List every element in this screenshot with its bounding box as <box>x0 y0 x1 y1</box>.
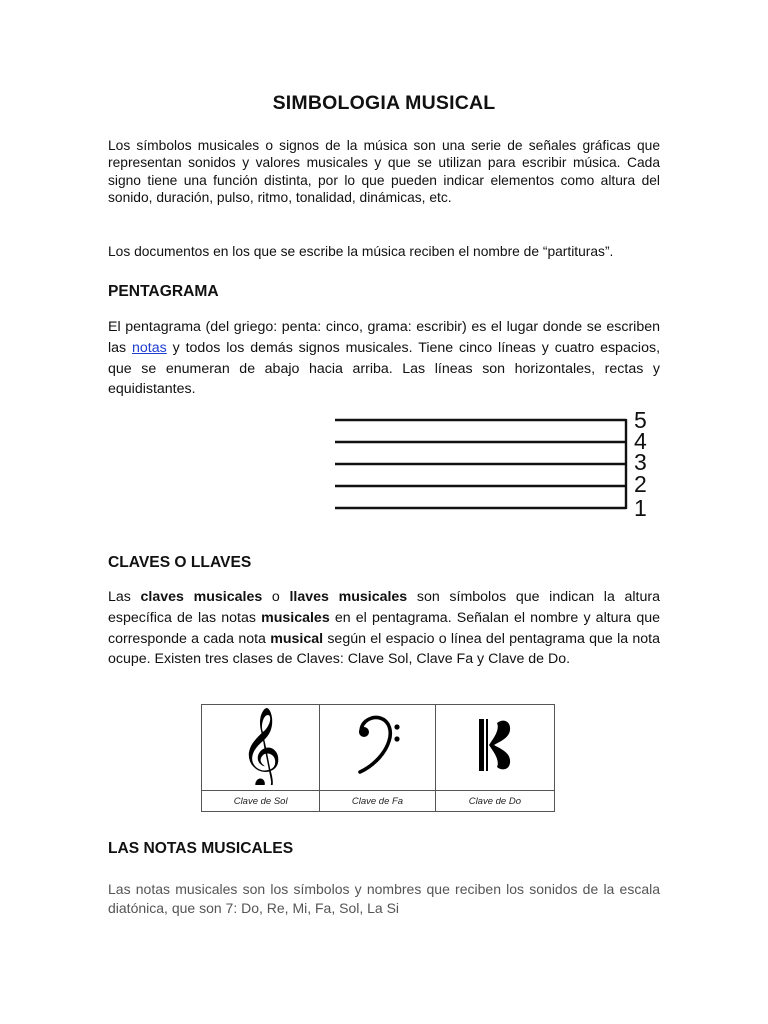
treble-clef-cell <box>202 705 320 791</box>
claves-text: en el pentagrama. Señalan el nombre y altura que corresponde a cada nota <box>108 609 660 647</box>
pentagrama-text-end: y todos los demás signos musicales. Tiene cinco líneas y cuatro espacios, que se enumeran de abajo hacia arriba. Las líneas son horizontales, rectas y equidistantes. <box>108 339 661 398</box>
line-number-2: 2 <box>634 471 647 497</box>
treble-clef-icon <box>241 705 281 785</box>
line-number-1: 1 <box>634 495 647 520</box>
pentagrama-heading: PENTAGRAMA <box>108 283 219 300</box>
pentagrama-paragraph <box>108 317 660 400</box>
alto-clef-icon <box>475 715 515 775</box>
intro-paragraph: Los símbolos musicales o signos de la música son una serie de señales gráficas que representan sonidos y valores musicales y que se utilizan para escribir música. Cada signo tiene una función distinta, por lo que pueden indicar elementos como altura del sonido, duración, pulso, ritmo, tonalidad, dinámicas, etc. <box>108 138 660 206</box>
claves-bold-term: claves musicales <box>140 589 263 605</box>
partituras-paragraph: Los documentos en los que se escribe la música reciben el nombre de “partituras”. <box>108 244 614 259</box>
claves-text: o <box>262 589 290 605</box>
notas-paragraph: Las notas musicales son los símbolos y nombres que reciben los sonidos de la escala diatónica, que son 7: Do, Re, Mi, Fa, Sol, La Si <box>108 881 660 916</box>
claves-heading: CLAVES O LLAVES <box>108 554 252 571</box>
claves-text: Las <box>108 589 141 605</box>
notas-heading: LAS NOTAS MUSICALES <box>108 840 294 857</box>
page-title: SIMBOLOGIA MUSICAL <box>272 92 496 114</box>
notas-link[interactable]: notas <box>132 339 167 356</box>
alto-clef-cell <box>435 705 554 791</box>
clave-do-caption: Clave de Do <box>435 791 554 812</box>
claves-text: según el espacio o línea del pentagrama que la nota ocupe. Existen tres clases de Claves: Clave Sol, Clave Fa y Clave de Do. <box>108 630 660 668</box>
bass-clef-cell <box>320 705 435 791</box>
line-number-4: 4 <box>634 428 647 454</box>
claves-text: son símbolos que indican la altura específica de las notas <box>108 589 660 626</box>
clefs-table <box>201 704 555 812</box>
claves-paragraph <box>108 587 660 670</box>
clave-fa-caption: Clave de Fa <box>320 791 435 812</box>
clave-sol-caption: Clave de Sol <box>202 791 320 812</box>
svg-text:𝄞: 𝄞 <box>240 706 281 785</box>
pentagrama-text-start: El pentagrama (del griego: penta: cinco, grama: escribir) es el lugar donde se escriben las <box>108 319 660 356</box>
claves-bold-term: musicales <box>261 609 330 626</box>
bass-clef-icon <box>353 710 403 780</box>
line-number-3: 3 <box>634 449 647 475</box>
line-number-5: 5 <box>634 407 647 433</box>
claves-bold-term: llaves musicales <box>289 589 408 605</box>
claves-bold-term: musical <box>270 630 324 647</box>
staff-diagram <box>330 405 660 520</box>
